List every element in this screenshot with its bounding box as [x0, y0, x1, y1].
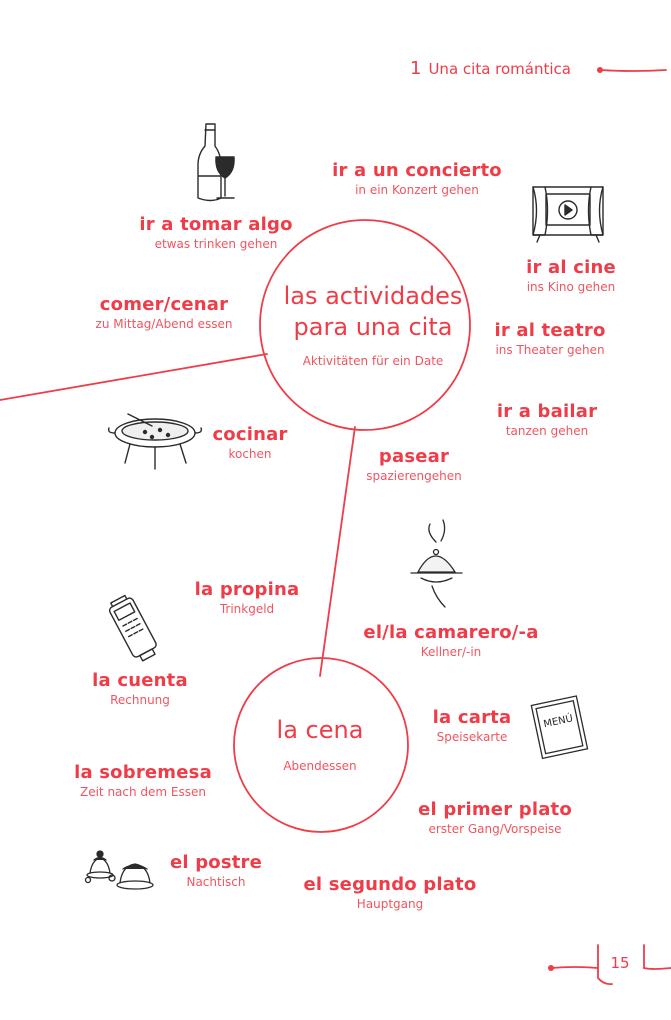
term-es: cocinar — [212, 424, 288, 445]
term-bailar — [497, 401, 597, 440]
term-de: etwas trinken gehen — [154, 237, 278, 251]
term-es: ir al teatro — [494, 320, 606, 341]
term-concierto — [332, 160, 502, 199]
term-pasear — [366, 446, 462, 485]
term-es: ir a tomar algo — [139, 214, 293, 235]
term-segundo — [304, 874, 477, 913]
term-tomar — [139, 214, 292, 253]
term-es: ir al cine — [526, 257, 616, 278]
paella-icon — [109, 414, 202, 469]
term-de: Nachtisch — [186, 875, 246, 889]
hub-actividades-line1: las actividades — [283, 282, 463, 310]
term-de: Speisekarte — [436, 730, 508, 744]
term-de: Rechnung — [110, 693, 170, 707]
line-hub-to-cena — [320, 427, 355, 676]
term-de: spazierengehen — [366, 469, 462, 483]
wine-icon — [198, 124, 234, 201]
term-de: zu Mittag/Abend essen — [95, 317, 233, 331]
hub-actividades — [284, 281, 463, 370]
term-cocinar — [212, 424, 287, 463]
term-de: in ein Konzert gehen — [355, 183, 479, 197]
term-propina — [195, 579, 300, 618]
dessert-icon — [86, 851, 154, 889]
term-es: el/la camarero/-a — [363, 622, 539, 643]
term-de: Zeit nach dem Essen — [79, 785, 207, 799]
chapter-number: 1 — [410, 58, 422, 79]
term-de: ins Kino gehen — [526, 280, 616, 294]
term-de: Trinkgeld — [219, 602, 275, 616]
term-es: ir a bailar — [496, 401, 598, 422]
cinema-icon — [533, 187, 603, 242]
header-rule — [597, 67, 666, 73]
hub-cena — [277, 715, 364, 775]
term-de: tanzen gehen — [505, 424, 589, 438]
term-postre — [170, 852, 262, 891]
term-camarero — [363, 622, 538, 661]
waiter-icon — [411, 520, 462, 607]
chapter-title: Una cita romántica — [428, 60, 571, 78]
term-es: pasear — [378, 446, 450, 467]
term-es: comer/cenar — [99, 294, 229, 315]
hub-cena-sub: Abendessen — [283, 759, 357, 773]
term-primer — [418, 799, 572, 838]
card-terminal-icon — [106, 593, 160, 663]
term-es: la carta — [432, 707, 512, 728]
term-de: ins Theater gehen — [495, 343, 605, 357]
term-es: la cuenta — [92, 670, 188, 691]
hub-actividades-sub: Aktivitäten für ein Date — [302, 354, 444, 368]
page-number: 15 — [610, 954, 630, 972]
term-comer — [96, 294, 233, 333]
term-es: la sobremesa — [74, 762, 212, 783]
term-es: el primer plato — [418, 799, 572, 820]
connector-lines — [0, 354, 355, 676]
term-sobremesa — [74, 762, 212, 801]
menu-card-icon — [531, 696, 587, 758]
hub-actividades-line2: para una cita — [293, 313, 453, 341]
term-es: el segundo plato — [303, 874, 477, 895]
term-de: kochen — [228, 447, 272, 461]
term-teatro — [494, 320, 605, 359]
term-carta — [433, 707, 512, 746]
hub-cena-title: la cena — [276, 716, 364, 744]
term-es: la propina — [194, 579, 300, 600]
chapter-header — [410, 58, 590, 80]
menu-card-label: MENÚ — [542, 713, 574, 731]
term-cuenta — [92, 670, 188, 709]
line-left-edge — [0, 354, 267, 400]
term-es: ir a un concierto — [332, 160, 502, 181]
term-de: Hauptgang — [356, 897, 424, 911]
term-de: erster Gang/Vorspeise — [428, 822, 562, 836]
term-es: el postre — [169, 852, 263, 873]
term-de: Kellner/-in — [420, 645, 482, 659]
term-cine — [526, 257, 616, 296]
